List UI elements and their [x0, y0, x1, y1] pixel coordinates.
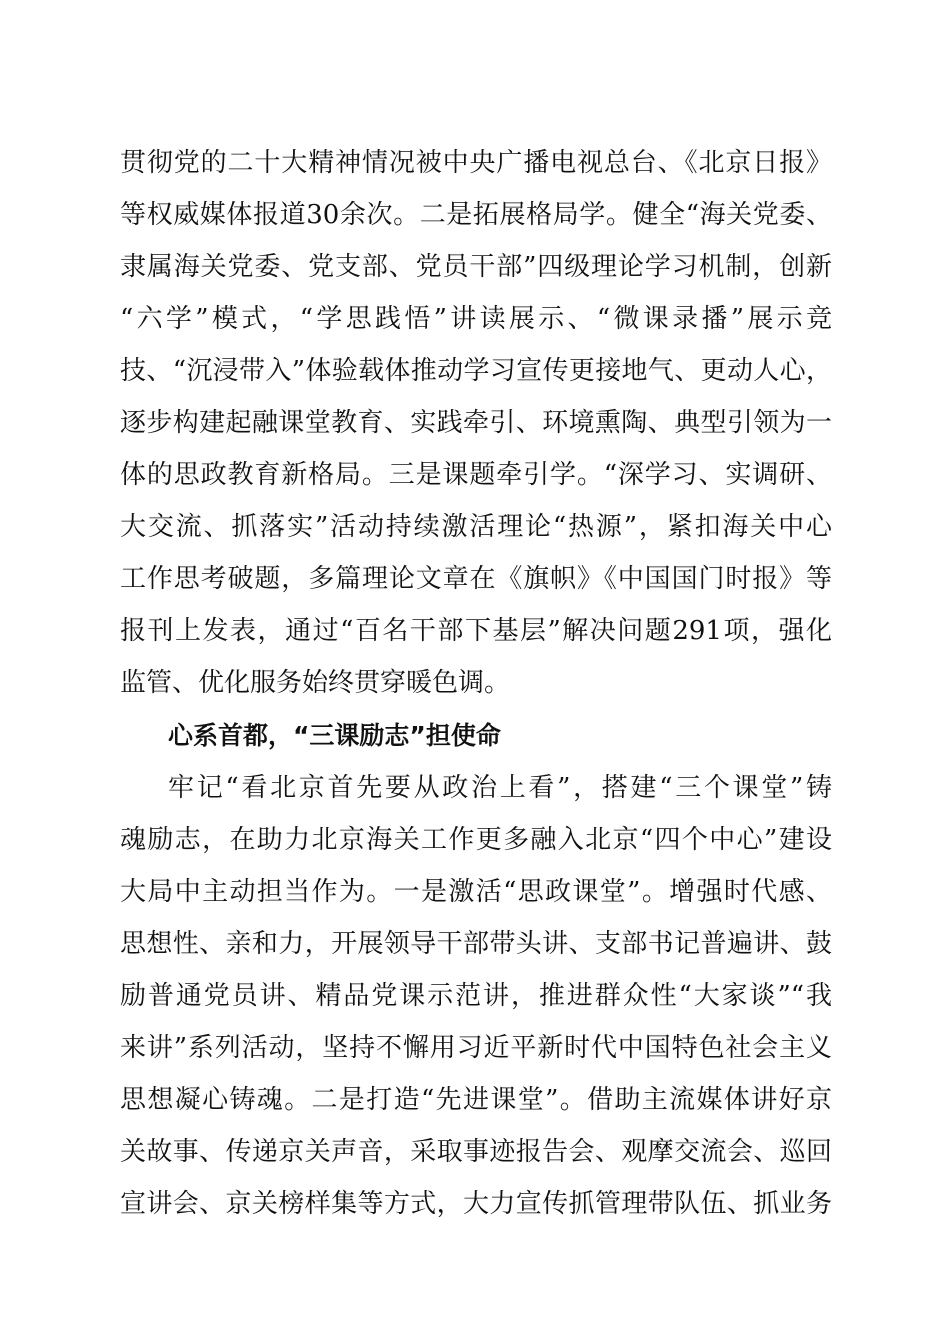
body-line-10: 报刊上发表，通过“百名干部下基层”解决问题291项，强化 — [120, 616, 832, 646]
body-line-16: 励普通党员讲、精品党课示范讲，推进群众性“大家谈”“我 — [120, 981, 832, 1011]
body-line-11: 监管、优化服务始终贯穿暖色调。 — [120, 668, 511, 698]
body-line-8: 大交流、抓落实”活动持续激活理论“热源”，紧扣海关中心 — [120, 512, 832, 542]
body-line-19: 关故事、传递京关声音，采取事迹报告会、观摩交流会、巡回 — [120, 1137, 832, 1167]
body-line-2: 等权威媒体报道30余次。二是拓展格局学。健全“海关党委、 — [120, 200, 832, 230]
body-line-4: “六学”模式，“学思践悟”讲读展示、“微课录播”展示竞 — [120, 304, 832, 334]
body-line-14: 大局中主动担当作为。一是激活“思政课堂”。增强时代感、 — [120, 877, 832, 907]
section-heading: 心系首都，“三课励志”担使命 — [168, 721, 501, 750]
body-line-1: 贯彻党的二十大精神情况被中央广播电视总台、《北京日报》 — [120, 148, 832, 178]
body-line-20: 宣讲会、京关榜样集等方式，大力宣传抓管理带队伍、抓业务 — [120, 1189, 832, 1219]
body-line-15: 思想性、亲和力，开展领导干部带头讲、支部书记普遍讲、鼓 — [120, 929, 832, 959]
body-line-5: 技、“沉浸带入”体验载体推动学习宣传更接地气、更动人心， — [120, 356, 832, 386]
body-line-13: 魂励志，在助力北京海关工作更多融入北京“四个中心”建设 — [120, 825, 832, 855]
body-line-18: 思想凝心铸魂。二是打造“先进课堂”。借助主流媒体讲好京 — [120, 1085, 832, 1115]
body-line-6: 逐步构建起融课堂教育、实践牵引、环境熏陶、典型引领为一 — [120, 408, 832, 438]
body-line-12: 牢记“看北京首先要从政治上看”，搭建“三个课堂”铸 — [168, 773, 832, 803]
body-line-9: 工作思考破题，多篇理论文章在《旗帜》《中国国门时报》等 — [120, 564, 832, 594]
body-line-7: 体的思政教育新格局。三是课题牵引学。“深学习、实调研、 — [120, 460, 832, 490]
body-line-17: 来讲”系列活动，坚持不懈用习近平新时代中国特色社会主义 — [120, 1033, 832, 1063]
body-line-3: 隶属海关党委、党支部、党员干部”四级理论学习机制，创新 — [120, 252, 832, 282]
